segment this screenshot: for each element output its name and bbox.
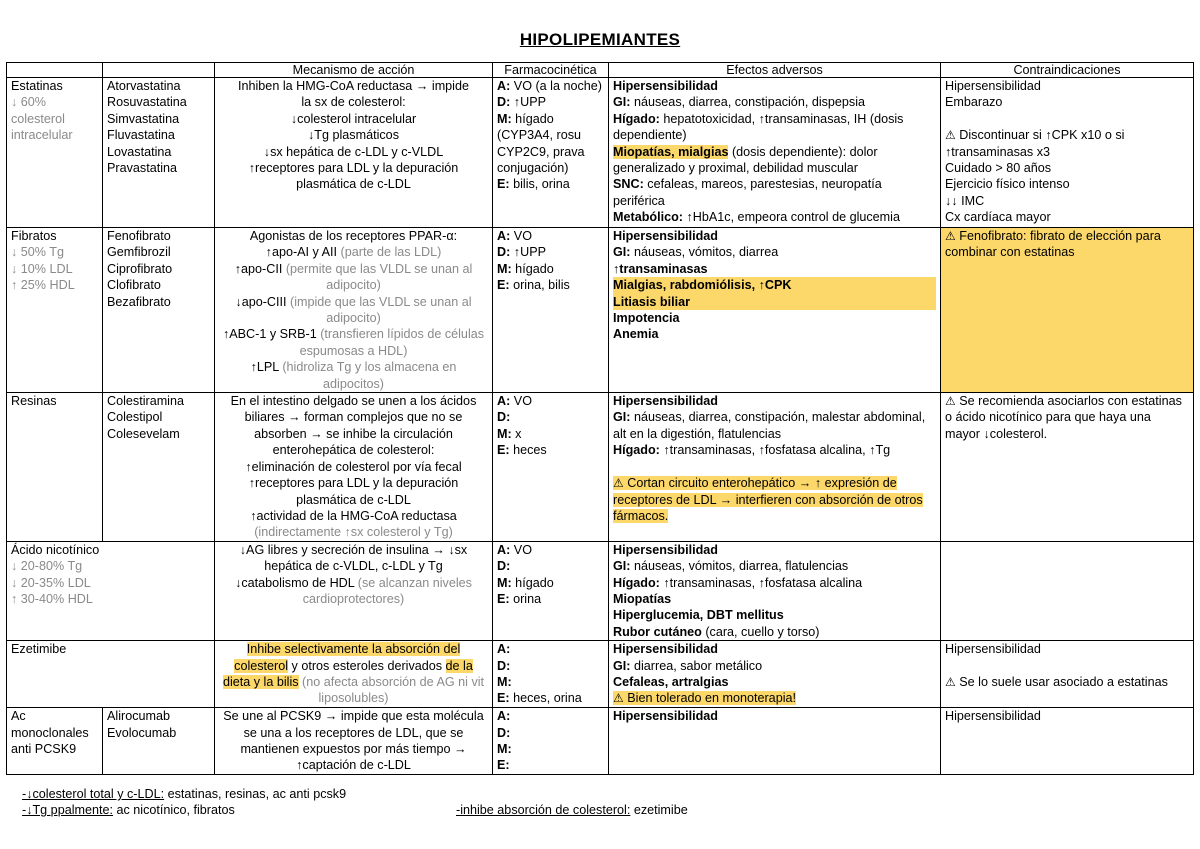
mechanism-line: ↑eliminación de colesterol por vía fecal <box>245 459 462 474</box>
header-drugs <box>103 63 215 78</box>
drug-name: Bezafibrato <box>107 294 171 309</box>
mechanism-line: ↑receptores para LDL y la depuración plasmática de c-LDL <box>248 476 459 507</box>
lipid-drugs-table <box>6 62 1194 775</box>
pk-elimination: E: orina, bilis <box>497 278 570 293</box>
contraindications-cell <box>941 78 1194 228</box>
mechanism-cell <box>215 541 493 640</box>
warning-icon: ⚠ <box>945 128 956 143</box>
contra-warning: ⚠ Fenofibrato: fibrato de elección para combinar con estatinas <box>945 229 1161 260</box>
family-note: intracelular <box>11 128 73 143</box>
mechanism-line: ↑LPL (hidroliza Tg y los almacena en adipocitos) <box>250 360 457 391</box>
pk-absorption: A: VO <box>497 542 532 557</box>
footer-note: -↓colesterol total y c-LDL: estatinas, resinas, ac anti pcsk9 <box>22 787 347 801</box>
mechanism-line: ↓catabolismo de HDL (se alcanzan niveles cardioprotectores) <box>235 575 472 606</box>
adverse-line: Hipersensibilidad <box>613 642 718 657</box>
family-note: ↓ 20-35% LDL <box>11 575 91 590</box>
adverse-flushing: Rubor cutáneo (cara, cuello y torso) <box>613 624 820 639</box>
pk-metabolism: M: hígado <box>497 575 554 590</box>
contra-warning: ⚠ Discontinuar si ↑CPK x10 o si ↑transaminasas x3 <box>945 128 1125 159</box>
pk-metabolism: M: hígado <box>497 261 554 276</box>
contraindications-cell <box>941 641 1194 708</box>
family-name: Resinas <box>11 394 57 409</box>
family-note: ↑ 30-40% HDL <box>11 591 93 606</box>
drug-name: Lovastatina <box>107 144 172 159</box>
family-note: ↓ 50% Tg <box>11 245 64 260</box>
adverse-gi: GI: diarrea, sabor metálico <box>613 658 763 673</box>
drug-name: Rosuvastatina <box>107 95 187 110</box>
mechanism-line: se una a los receptores de LDL, que se <box>243 725 464 740</box>
pk-absorption: A: VO (a la noche) <box>497 79 602 93</box>
adverse-effects-cell <box>609 228 941 393</box>
adverse-gi: GI: náuseas, diarrea, constipación, malestar abdominal, alt en la digestión, flatulencias <box>613 410 926 441</box>
header-adverse-effects: Efectos adversos <box>609 63 941 78</box>
adverse-gi: GI: náuseas, diarrea, constipación, dispepsia <box>613 95 866 110</box>
pharmacokinetics-cell <box>493 78 609 228</box>
mechanism-cell <box>215 78 493 228</box>
family-name: Fibratos <box>11 229 57 243</box>
pk-metabolism: M: <box>497 674 512 689</box>
pk-elimination: E: heces, orina <box>497 691 582 706</box>
mechanism-line: Agonistas de los receptores PPAR-α: <box>249 229 458 243</box>
contra-line: Cuidado > 80 años <box>945 161 1052 176</box>
adverse-line: Cefaleas, artralgias <box>613 674 729 689</box>
adverse-effects-cell <box>609 393 941 542</box>
pharmacokinetics-cell <box>493 641 609 708</box>
drug-name: Colesevelam <box>107 426 180 441</box>
family-cell <box>7 541 215 640</box>
drug-name: Fluvastatina <box>107 128 175 143</box>
contra-warning: ⚠ Se lo suele usar asociado a estatinas <box>945 674 1168 689</box>
mechanism-line: la sx de colesterol: <box>301 95 406 110</box>
pk-distribution: D: <box>497 410 511 425</box>
mechanism-line: ↑actividad de la HMG-CoA reductasa <box>250 508 457 523</box>
pk-distribution: D: ↑UPP <box>497 95 546 110</box>
pharmacokinetics-cell <box>493 708 609 775</box>
adverse-gi: GI: náuseas, vómitos, diarrea, flatulencias <box>613 559 849 574</box>
mechanism-cell <box>215 641 493 708</box>
adverse-myopathy: Miopatías, mialgias (dosis dependiente): dolor generalizado y proximal, debilidad muscular <box>613 144 878 176</box>
drugs-cell <box>103 393 215 542</box>
drug-name: Atorvastatina <box>107 79 181 93</box>
adverse-line: Hipersensibilidad <box>613 709 718 724</box>
pharmacokinetics-cell <box>493 228 609 393</box>
header-pharmacokinetics: Farmacocinética <box>493 63 609 78</box>
table-row-ezetimibe <box>7 641 1194 708</box>
mechanism-line: ↓colesterol intracelular <box>290 111 417 126</box>
warning-icon: ⚠ <box>945 229 956 243</box>
drug-name: Simvastatina <box>107 111 180 126</box>
table-row-anti-pcsk9 <box>7 708 1194 775</box>
mechanism-line: (indirectamente ↑sx colesterol y Tg) <box>254 525 453 540</box>
family-note: ↓ 60% <box>11 95 47 110</box>
adverse-warning: ⚠ Bien tolerado en monoterapia! <box>613 691 796 706</box>
pharmacokinetics-cell <box>493 541 609 640</box>
family-note: colesterol <box>11 111 65 126</box>
adverse-effects-cell <box>609 708 941 775</box>
drugs-cell <box>103 78 215 228</box>
contraindications-cell <box>941 541 1194 640</box>
table-row-acido-nicotinico <box>7 541 1194 640</box>
warning-icon: ⚠ <box>945 394 956 409</box>
contra-line: Ejercicio físico intenso <box>945 177 1070 192</box>
family-note: ↓ 10% LDL <box>11 261 73 276</box>
contra-line: Hipersensibilidad <box>945 642 1041 657</box>
mechanism-line: ↓sx hepática de c-LDL y c-VLDL <box>263 144 444 159</box>
family-cell <box>7 641 215 708</box>
warning-icon: ⚠ <box>613 476 624 491</box>
table-header-row <box>7 63 1194 78</box>
mechanism-cell <box>215 708 493 775</box>
contraindications-cell <box>941 393 1194 542</box>
adverse-line: Hipersensibilidad <box>613 79 718 93</box>
mechanism-line: mantienen expuestos por más tiempo → <box>240 741 467 756</box>
pk-absorption: A: VO <box>497 229 532 243</box>
drug-name: Evolocumab <box>107 725 177 740</box>
adverse-line: Hiperglucemia, DBT mellitus <box>613 608 784 623</box>
mechanism-line: ↑ABC-1 y SRB-1 (transfieren lípidos de células espumosas a HDL) <box>222 327 485 358</box>
adverse-effects-cell <box>609 541 941 640</box>
mechanism-line: Se une al PCSK9 → impide que esta molécula <box>223 709 484 724</box>
adverse-line: Hipersensibilidad <box>613 394 718 409</box>
adverse-liver: Hígado: ↑transaminasas, ↑fosfatasa alcalina, ↑Tg <box>613 443 891 458</box>
footer-note: -↓Tg ppalmente: ac nicotínico, fibratos <box>22 803 235 817</box>
adverse-cns: SNC: cefaleas, mareos, parestesias, neuropatía periférica <box>613 177 882 208</box>
page-title: HIPOLIPEMIANTES <box>519 30 681 49</box>
family-name: Estatinas <box>11 79 63 93</box>
contraindications-cell <box>941 228 1194 393</box>
adverse-line: Anemia <box>613 327 659 342</box>
adverse-effects-cell <box>609 78 941 228</box>
pk-absorption: A: VO <box>497 394 532 409</box>
adverse-liver: Hígado: ↑transaminasas, ↑fosfatasa alcalina <box>613 575 863 590</box>
drug-name: Clofibrato <box>107 278 161 293</box>
family-cell <box>7 393 103 542</box>
adverse-line: Hipersensibilidad <box>613 542 718 557</box>
adverse-liver: Hígado: hepatotoxicidad, ↑transaminasas, IH (dosis dependiente) <box>613 111 904 143</box>
drug-name: Colestiramina <box>107 394 184 409</box>
adverse-metabolic: Metabólico: ↑HbA1c, empeora control de glucemia <box>613 210 900 225</box>
adverse-line: Hipersensibilidad <box>613 229 718 243</box>
drug-name: Gemfibrozil <box>107 245 171 260</box>
warning-icon: ⚠ <box>613 691 624 706</box>
contra-line: Embarazo <box>945 95 1003 110</box>
contra-warning: ⚠ Se recomienda asociarlos con estatinas o ácido nicotínico para que haya una mayor ↓colesterol. <box>945 394 1182 441</box>
adverse-line: ↑transaminasas <box>613 261 708 276</box>
footer-notes <box>22 786 346 818</box>
mechanism-line: ↓apo-CIII (impide que las VLDL se unan al adipocito) <box>235 294 472 326</box>
footer-note-right: -inhibe absorción de colesterol: ezetimibe <box>456 803 688 817</box>
mechanism-line: Inhibe selectivamente la absorción del colesterol y otros esteroles derivados de la dieta y la bilis (no afecta absorción de AG ni vit liposolubles) <box>222 642 485 706</box>
adverse-effects-cell <box>609 641 941 708</box>
drugs-cell <box>103 228 215 393</box>
family-note: ↓ 20-80% Tg <box>11 559 83 574</box>
adverse-line: Litiasis biliar <box>613 294 690 309</box>
adverse-warning: ⚠ Cortan circuito enterohepático → ↑ expresión de receptores de LDL → interfieren con absorción de otros fármacos. <box>613 476 923 523</box>
mechanism-cell <box>215 228 493 393</box>
table-row-estatinas <box>7 78 1194 228</box>
adverse-line: Impotencia <box>613 311 680 326</box>
mechanism-line: ↓AG libres y secreción de insulina → ↓sx hepática de c-VLDL, c-LDL y Tg <box>239 542 468 574</box>
pk-elimination: E: orina <box>497 591 542 606</box>
family-name: Ácido nicotínico <box>11 542 100 557</box>
drug-name: Alirocumab <box>107 709 170 724</box>
drugs-cell <box>103 708 215 775</box>
pk-elimination: E: bilis, orina <box>497 177 570 192</box>
family-cell <box>7 228 103 393</box>
mechanism-line: plasmática de c-LDL <box>296 177 411 192</box>
mechanism-line: ↓Tg plasmáticos <box>308 128 399 143</box>
contra-line: Cx cardíaca mayor <box>945 210 1051 225</box>
pk-elimination: E: heces <box>497 443 547 458</box>
table-row-fibratos <box>7 228 1194 393</box>
drug-name: Ciprofibrato <box>107 261 173 276</box>
family-name: Ezetimibe <box>11 642 67 657</box>
pk-metabolism: M: hígado (CYP3A4, rosu CYP2C9, prava conjugación) <box>497 111 585 176</box>
mechanism-line: ↑captación de c-LDL <box>296 758 411 773</box>
contra-line: Hipersensibilidad <box>945 709 1041 724</box>
contra-line: ↓↓ IMC <box>945 193 985 208</box>
adverse-line: Mialgias, rabdomiólisis, ↑CPK <box>613 278 792 293</box>
family-name: Ac monoclonales anti PCSK9 <box>11 709 89 756</box>
pk-metabolism: M: x <box>497 426 522 441</box>
drug-name: Fenofibrato <box>107 229 171 243</box>
mechanism-cell <box>215 393 493 542</box>
mechanism-line: ↑apo-CII (permite que las VLDL se unan al adipocito) <box>234 261 473 293</box>
pk-distribution: D: ↑UPP <box>497 245 546 260</box>
contraindications-cell <box>941 708 1194 775</box>
adverse-line: Miopatías <box>613 591 672 606</box>
pk-distribution: D: <box>497 559 511 574</box>
warning-icon: ⚠ <box>945 674 956 689</box>
family-note: ↑ 25% HDL <box>11 278 75 293</box>
pk-absorption: A: <box>497 642 511 657</box>
drug-name: Colestipol <box>107 410 163 425</box>
pharmacokinetics-cell <box>493 393 609 542</box>
mechanism-line: En el intestino delgado se unen a los ácidos biliares → forman complejos que no se absorben → se inhibe la circulación enterohepática de colesterol: <box>230 394 477 458</box>
table-row-resinas <box>7 393 1194 542</box>
contra-line: Hipersensibilidad <box>945 79 1041 93</box>
pk-metabolism: M: <box>497 741 512 756</box>
header-contraindications: Contraindicaciones <box>941 63 1194 78</box>
header-family <box>7 63 103 78</box>
header-mechanism: Mecanismo de acción <box>215 63 493 78</box>
mechanism-line: ↑receptores para LDL y la depuración <box>248 161 459 176</box>
family-cell <box>7 78 103 228</box>
pk-distribution: D: <box>497 725 511 740</box>
drug-name: Pravastatina <box>107 161 178 176</box>
pk-elimination: E: <box>497 758 510 773</box>
mechanism-line: Inhiben la HMG-CoA reductasa → impide <box>238 79 469 93</box>
family-cell <box>7 708 103 775</box>
pk-absorption: A: <box>497 709 511 724</box>
pk-distribution: D: <box>497 658 511 673</box>
mechanism-line: ↑apo-AI y AII (parte de las LDL) <box>265 245 442 260</box>
adverse-gi: GI: náuseas, vómitos, diarrea <box>613 245 779 260</box>
